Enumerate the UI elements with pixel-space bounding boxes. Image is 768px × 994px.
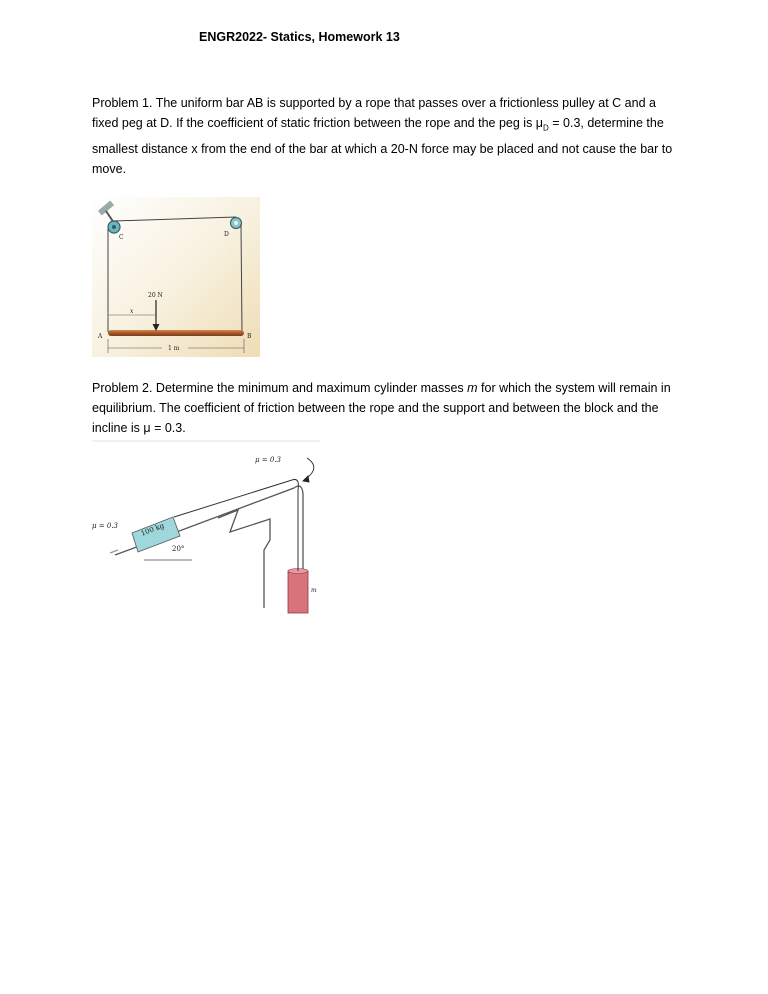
- x-label: x: [130, 308, 134, 315]
- bar-ab: [108, 330, 244, 336]
- angle-label: 20°: [172, 545, 185, 553]
- cylinder: [288, 568, 308, 613]
- block-label: 100 kg: [139, 521, 166, 538]
- problem-1-text-part2: = 0.3, determine the smallest distance x from the end of the bar at which a 20-N force may be placed and not cause the bar to move.: [92, 116, 673, 176]
- problem-1-figure: [92, 197, 260, 357]
- peg-d: [231, 218, 242, 229]
- problem-1-text-part1: Problem 1. The uniform bar AB is supported by a rope that passes over a frictionless pulley at C and a fixed peg at D. If the coefficient of static friction between the rope and the peg is μ: [92, 96, 656, 130]
- force-label: 20 N: [148, 292, 163, 299]
- mass-label: m: [311, 587, 317, 594]
- label-b: B: [247, 333, 252, 340]
- mu-left-label: μ = 0.3: [92, 522, 118, 530]
- problem-2-text: [92, 378, 682, 438]
- problem-2-text-part1: Problem 2. Determine the minimum and maximum cylinder masses: [92, 381, 468, 395]
- label-c: C: [119, 234, 124, 241]
- label-a: A: [98, 333, 103, 340]
- page-title: ENGR2022- Statics, Homework 13: [199, 30, 400, 44]
- mu-top-label: μ = 0.3: [255, 456, 281, 464]
- problem-1-subscript: D: [543, 123, 549, 133]
- mass-variable: m: [467, 381, 478, 395]
- problem-2-figure: [90, 440, 322, 614]
- problem-1-text: [92, 93, 682, 179]
- problem-2-text-part2: for which the system will remain in equilibrium. The coefficient of friction between the rope and the support and between the block and the incline is μ = 0.3.: [92, 381, 671, 435]
- label-d: D: [224, 231, 229, 238]
- length-label: 1 m: [168, 345, 180, 352]
- pulley-c: [108, 221, 120, 233]
